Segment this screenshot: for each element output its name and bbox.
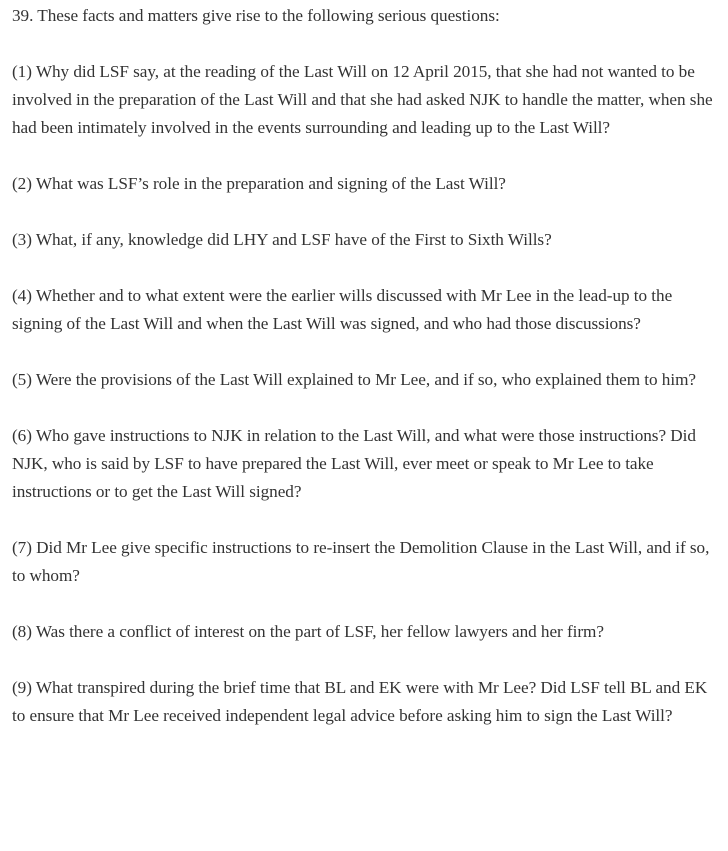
question-8: (8) Was there a conflict of interest on the part of LSF, her fellow lawyers and her firm? bbox=[12, 622, 604, 641]
question-2: (2) What was LSF’s role in the preparation and signing of the Last Will? bbox=[12, 174, 506, 193]
question-7: (7) Did Mr Lee give specific instructions to re-insert the Demolition Clause in the Last Will, and if so, to whom? bbox=[12, 538, 710, 585]
question-9: (9) What transpired during the brief time that BL and EK were with Mr Lee? Did LSF tell BL and EK to ensure that Mr Lee received independent legal advice before asking him to sign the Last Will? bbox=[12, 678, 708, 725]
question-6: (6) Who gave instructions to NJK in relation to the Last Will, and what were those instructions? Did NJK, who is said by LSF to have prepared the Last Will, ever meet or speak to Mr Lee to take instructions or to get the Last Will signed? bbox=[12, 426, 696, 501]
question-1: (1) Why did LSF say, at the reading of the Last Will on 12 April 2015, that she had not wanted to be involved in the preparation of the Last Will and that she had asked NJK to handle the matter, when she had been intimately involved in the events surrounding and leading up to the Last Will? bbox=[12, 62, 713, 137]
question-3: (3) What, if any, knowledge did LHY and LSF have of the First to Sixth Wills? bbox=[12, 230, 552, 249]
question-4: (4) Whether and to what extent were the earlier wills discussed with Mr Lee in the lead-up to the signing of the Last Will and when the Last Will was signed, and who had those discussions? bbox=[12, 286, 673, 333]
intro-paragraph: 39. These facts and matters give rise to the following serious questions: bbox=[12, 6, 500, 25]
question-5: (5) Were the provisions of the Last Will explained to Mr Lee, and if so, who explained them to him? bbox=[12, 370, 696, 389]
